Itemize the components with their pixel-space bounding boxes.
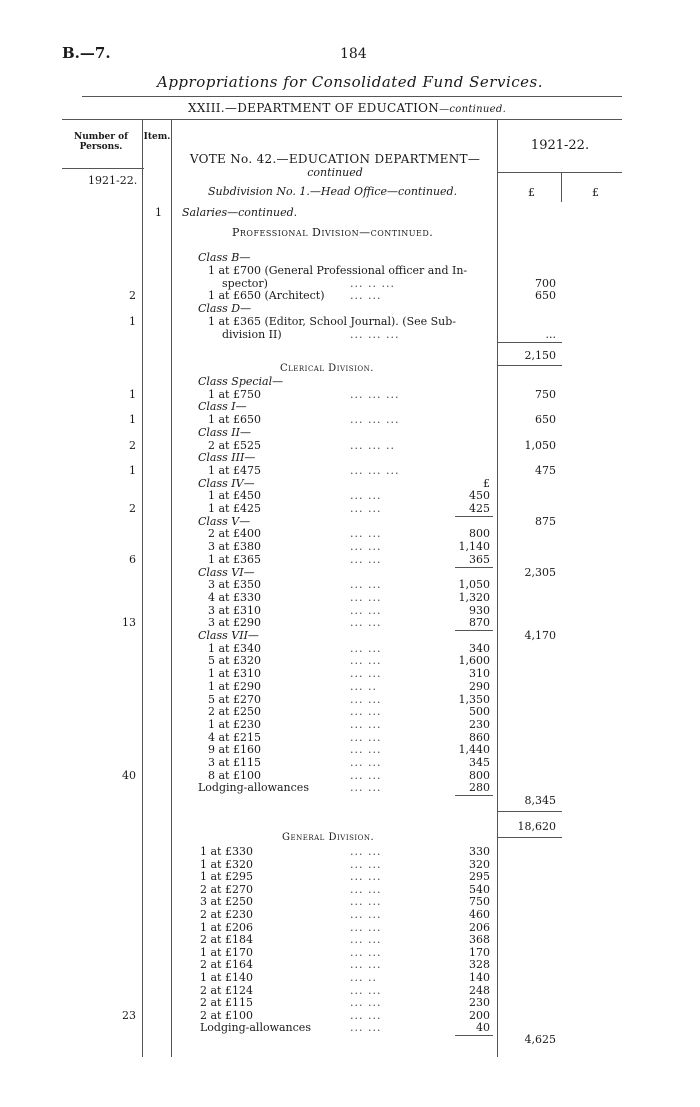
amount-column-divider (561, 172, 562, 202)
row-label: 2 at £100 (200, 1008, 253, 1022)
subtotal-rule (455, 1035, 493, 1036)
leader-dots: ... ... (350, 958, 382, 972)
amount-detail: 930 (469, 603, 490, 617)
title-rule (82, 96, 622, 97)
row-label: 4 at £215 (208, 730, 261, 744)
department-heading (188, 101, 506, 115)
subtotal-rule (455, 795, 493, 796)
currency-symbol-left: £ (528, 186, 535, 199)
leader-dots: ... ... ... (350, 387, 400, 401)
amount-detail: 870 (469, 616, 490, 630)
row-label: 1 at £700 (General Professional officer and In- (208, 263, 468, 277)
leader-dots: ... ... (350, 895, 382, 909)
amount-subtotal: 1,050 (524, 438, 556, 452)
persons-count: 1 (129, 315, 136, 328)
amount-subtotal: 2,305 (524, 565, 556, 579)
leader-dots: ... ... (350, 983, 382, 997)
amount-subtotal: 475 (535, 463, 556, 477)
leader-dots: ... ... (350, 1008, 382, 1022)
page-number: 184 (340, 46, 367, 62)
vote-continued: continued (307, 166, 363, 179)
amount-detail: 295 (469, 870, 490, 884)
persons-count: 2 (129, 502, 136, 515)
professional-total: 2,150 (524, 349, 556, 362)
item-column-divider (171, 119, 172, 1057)
row-label: 2 at £525 (208, 438, 261, 452)
amount-detail: 340 (469, 641, 490, 655)
persons-count: 2 (129, 289, 136, 303)
amount-detail: 1,350 (458, 692, 490, 706)
clerical-total-rule (498, 811, 562, 812)
row-label: 1 at £750 (208, 387, 261, 401)
row-label: 2 at £115 (200, 996, 253, 1010)
year-header-right: 1921-22. (530, 138, 590, 153)
vote-title: VOTE No. 42.—EDUCATION DEPARTMENT— (189, 152, 481, 166)
document-reference: B.—7. (62, 44, 111, 62)
leader-dots: ... ... (350, 502, 382, 515)
row-label: Class I— (198, 400, 247, 414)
row-label: 3 at £250 (200, 895, 253, 909)
row-label: 2 at £164 (200, 958, 253, 972)
leader-dots: ... .. (350, 971, 377, 984)
amount-detail: 1,050 (458, 578, 490, 592)
row-label: 2 at £124 (200, 983, 253, 997)
leader-dots: ... ... (350, 908, 382, 921)
salaries-grand-total: 18,620 (517, 820, 556, 833)
leader-dots: ... ... (350, 870, 382, 884)
amount-detail: 860 (469, 730, 490, 744)
row-label: Class VII— (198, 629, 259, 642)
amount-detail: 1,320 (458, 590, 490, 604)
persons-count: 2 (129, 438, 136, 452)
leader-dots: ... ... (350, 654, 382, 668)
clerical-total: 8,345 (524, 794, 556, 807)
persons-count: 1 (129, 413, 136, 427)
leader-dots: ... ... .. (350, 438, 395, 452)
description-column-divider (497, 119, 498, 1057)
department-continued: —continued. (439, 104, 507, 115)
amount-detail: 500 (469, 705, 490, 719)
row-label: 1 at £650 (Architect) (208, 289, 325, 303)
leader-dots: ... ... (350, 882, 382, 896)
row-label: Class II— (198, 425, 251, 439)
row-label: 1 at £290 (208, 679, 261, 693)
amount-detail: 540 (469, 882, 490, 896)
leader-dots: ... ... (350, 756, 382, 769)
number-column-divider (142, 119, 143, 1057)
page-title: Appropriations for Consolidated Fund Services. (156, 73, 543, 91)
row-label: Class III— (198, 451, 256, 465)
professional-total-bottom-rule (498, 365, 562, 366)
currency-symbol-right: £ (592, 186, 599, 199)
row-label: 2 at £400 (208, 527, 261, 541)
amount-detail: 310 (469, 667, 490, 681)
leader-dots: ... ... (350, 590, 382, 604)
leader-dots: ... .. (350, 679, 377, 693)
table-top-rule (62, 119, 622, 120)
row-label: 5 at £320 (208, 654, 261, 668)
subtotal-rule (455, 567, 493, 568)
amount-detail: 368 (469, 933, 490, 947)
header-bottom-rule-right (498, 172, 622, 173)
row-label: 1 at £170 (200, 945, 253, 959)
amount-detail: 200 (469, 1008, 490, 1022)
general-division-heading: General Division. (282, 832, 375, 843)
leader-dots: ... ... (350, 552, 382, 566)
row-label: 3 at £290 (208, 616, 261, 630)
amount-detail: 320 (469, 857, 490, 871)
amount-detail: 248 (469, 983, 490, 997)
row-label: Class V— (198, 514, 251, 528)
grand-total-rule (498, 837, 562, 838)
row-label: 1 at £140 (200, 971, 253, 984)
subtotal-rule (455, 630, 493, 631)
item-number: 1 (155, 206, 162, 219)
leader-dots: ... ... (350, 540, 382, 554)
leader-dots: ... ... (350, 857, 382, 871)
persons-count: 40 (122, 768, 136, 782)
department-name: XXIII.—DEPARTMENT OF EDUCATION (188, 101, 440, 115)
amount-subtotal: 700 (535, 276, 556, 290)
amount-detail: £ (483, 476, 490, 490)
leader-dots: ... ... (350, 578, 382, 592)
item-header: Item. (143, 132, 171, 142)
persons-count: 23 (122, 1008, 136, 1022)
row-label: 1 at £450 (208, 489, 261, 503)
amount-detail: 40 (476, 1021, 490, 1035)
row-label: Class IV— (198, 476, 255, 490)
row-label: Class D— (198, 302, 252, 316)
header-bottom-rule-left (62, 168, 144, 169)
leader-dots: ... ... ... (350, 413, 400, 427)
amount-detail: 1,600 (458, 654, 490, 668)
amount-detail: 330 (469, 845, 490, 858)
leader-dots: ... ... (350, 603, 382, 617)
row-label: 1 at £310 (208, 667, 261, 681)
row-label: Lodging-allowances (198, 781, 309, 795)
leader-dots: ... ... (350, 933, 382, 947)
amount-detail: 1,140 (458, 540, 490, 554)
leader-dots: ... ... (350, 705, 382, 719)
salaries-heading: Salaries—continued. (182, 206, 298, 219)
row-label: 8 at £100 (208, 768, 261, 782)
leader-dots: ... ... ... (350, 463, 400, 477)
row-label: 3 at £350 (208, 578, 261, 592)
row-label: 1 at £330 (200, 845, 253, 858)
professional-total-rule (498, 342, 562, 343)
amount-detail: 280 (469, 781, 490, 795)
persons-count: 1 (129, 387, 136, 401)
amount-detail: 230 (469, 717, 490, 731)
leader-dots: ... ... (350, 692, 382, 706)
amount-detail: 365 (469, 552, 490, 566)
row-label: 1 at £425 (208, 502, 261, 515)
leader-dots: ... ... (350, 489, 382, 503)
amount-detail: 170 (469, 945, 490, 959)
amount-detail: 750 (469, 895, 490, 909)
row-label: 1 at £650 (208, 413, 261, 427)
amount-detail: 290 (469, 679, 490, 693)
leader-dots: ... ... (350, 641, 382, 655)
row-label: Lodging-allowances (200, 1021, 311, 1035)
row-label: Class VI— (198, 565, 255, 579)
amount-detail: 345 (469, 756, 490, 769)
amount-detail: 425 (469, 502, 490, 515)
leader-dots: ... .. ... (350, 276, 395, 290)
year-header-left: 1921-22. (88, 174, 138, 187)
subtotal-rule (455, 516, 493, 517)
leader-dots: ... ... (350, 781, 382, 795)
leader-dots: ... ... (350, 845, 382, 858)
leader-dots: ... ... (350, 527, 382, 541)
row-label: 1 at £365 (208, 552, 261, 566)
amount-subtotal: 650 (535, 289, 556, 303)
row-label: 1 at £230 (208, 717, 261, 731)
professional-division-heading: Professional Division—continued. (232, 226, 434, 239)
amount-subtotal: 650 (535, 413, 556, 427)
leader-dots: ... ... (350, 768, 382, 782)
leader-dots: ... ... (350, 667, 382, 681)
amount-subtotal: 875 (535, 514, 556, 528)
row-label: 5 at £270 (208, 692, 261, 706)
row-label: 3 at £380 (208, 540, 261, 554)
leader-dots: ... ... (350, 996, 382, 1010)
row-label: 4 at £330 (208, 590, 261, 604)
amount-detail: 1,440 (458, 743, 490, 757)
leader-dots: ... ... (350, 289, 382, 303)
amount-detail: 800 (469, 768, 490, 782)
persons-count: 13 (122, 616, 136, 630)
amount-detail: 140 (469, 971, 490, 984)
leader-dots: ... ... (350, 920, 382, 934)
leader-dots: ... ... (350, 1021, 382, 1035)
leader-dots: ... ... ... (350, 327, 400, 341)
persons-count: 6 (129, 552, 136, 566)
leader-dots: ... ... (350, 717, 382, 731)
row-label: 2 at £184 (200, 933, 253, 947)
row-label: 2 at £250 (208, 705, 261, 719)
row-label: 1 at £295 (200, 870, 253, 884)
clerical-division-heading: Clerical Division. (280, 363, 374, 374)
row-label: 2 at £230 (200, 908, 253, 921)
amount-detail: 800 (469, 527, 490, 541)
amount-subtotal: 4,170 (524, 629, 556, 642)
leader-dots: ... ... (350, 730, 382, 744)
row-label: 1 at £340 (208, 641, 261, 655)
amount-detail: 460 (469, 908, 490, 921)
row-label: 1 at £475 (208, 463, 261, 477)
leader-dots: ... ... (350, 616, 382, 630)
row-label: spector) (222, 276, 268, 290)
persons-count: 1 (129, 463, 136, 477)
row-label: 3 at £310 (208, 603, 261, 617)
amount-detail: 230 (469, 996, 490, 1010)
subdivision-heading: Subdivision No. 1.—Head Office—continued. (208, 185, 458, 198)
row-label: 1 at £365 (Editor, School Journal). (See Sub- (208, 315, 457, 328)
row-label: 1 at £320 (200, 857, 253, 871)
amount-subtotal: ... (545, 327, 556, 341)
row-label: 2 at £270 (200, 882, 253, 896)
leader-dots: ... ... (350, 743, 382, 757)
row-label: 9 at £160 (208, 743, 261, 757)
row-label: division II) (222, 327, 282, 341)
row-label: Class B— (198, 251, 251, 264)
row-label: Class Special— (198, 375, 284, 388)
amount-subtotal: 750 (535, 387, 556, 401)
row-label: 1 at £206 (200, 920, 253, 934)
number-of-persons-header: Number of Persons. (73, 132, 129, 152)
row-label: 3 at £115 (208, 756, 261, 769)
amount-detail: 206 (469, 920, 490, 934)
general-total: 4,625 (524, 1033, 556, 1046)
amount-detail: 328 (469, 958, 490, 972)
leader-dots: ... ... (350, 945, 382, 959)
amount-detail: 450 (469, 489, 490, 503)
